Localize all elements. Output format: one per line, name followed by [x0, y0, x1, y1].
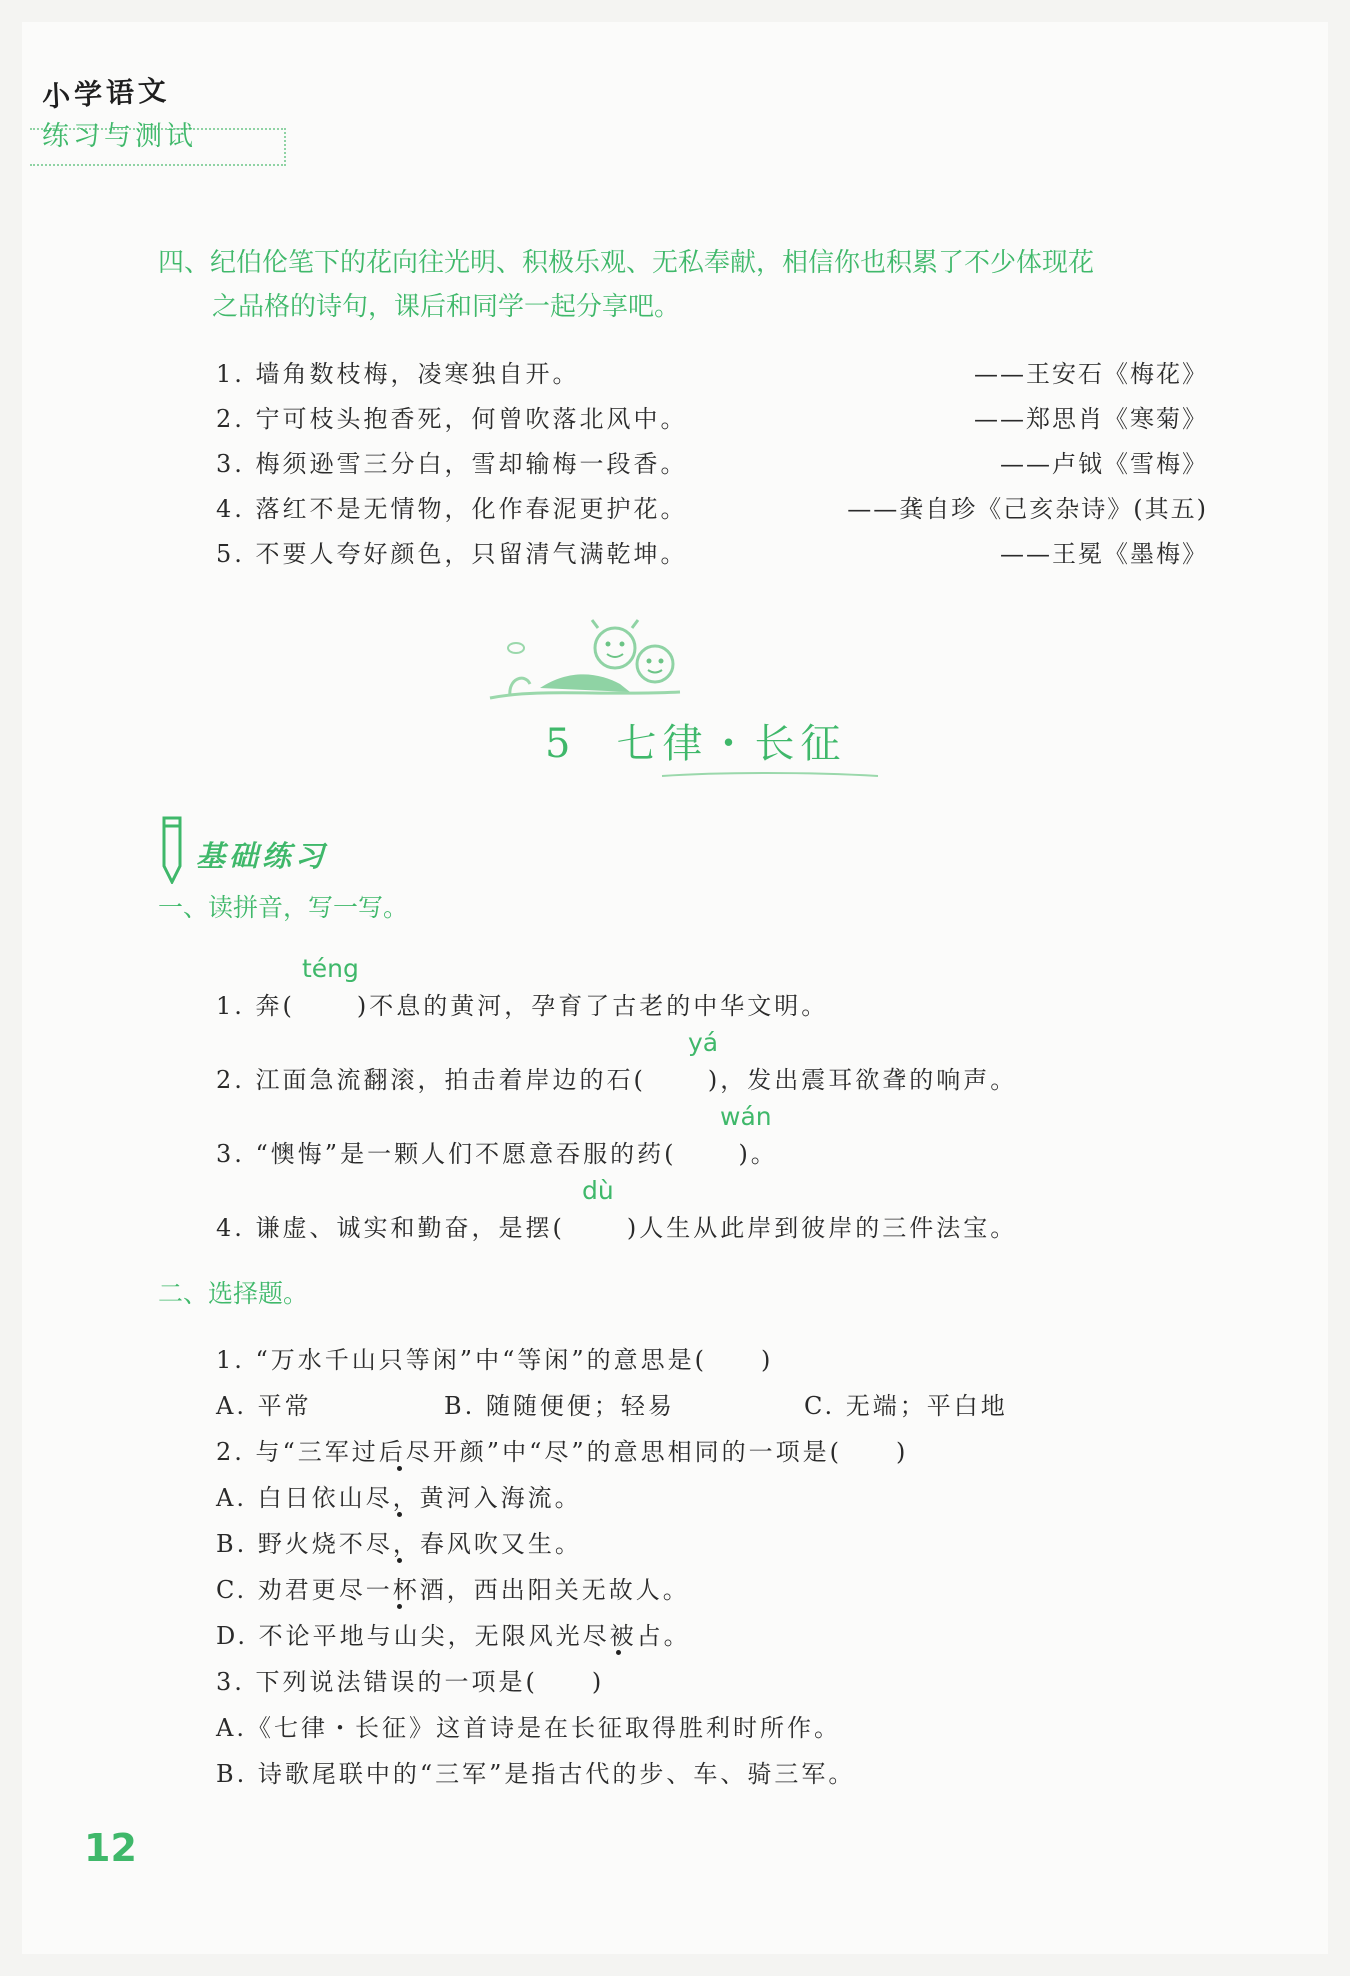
q1-stem: 1. “万水千山只等闲”中“等闲”的意思是( ): [216, 1346, 774, 1374]
emphasis-dot: [397, 1512, 402, 1517]
q2-option-c[interactable]: C. 劝君更尽一杯酒，西出阳关无故人。: [216, 1576, 690, 1604]
title-underline: [660, 770, 880, 782]
poem-attribution-4: ——龚自珍《己亥杂诗》(其五): [847, 495, 1208, 523]
brand-subtitle: 练习与测试: [42, 121, 197, 152]
q2-option-d[interactable]: D. 不论平地与山尖，无限风光尽被占。: [216, 1622, 691, 1650]
pencil-icon: [156, 812, 186, 884]
brand-title: 小学语文: [41, 73, 171, 114]
fill-item-4: [216, 1208, 1017, 1243]
emphasis-dot: [397, 1466, 402, 1471]
fill-item-3-before: 3. “懊悔”是一颗人们不愿意吞服的药(: [216, 1140, 677, 1168]
fill-item-2: [216, 1060, 1017, 1095]
q2-option-b[interactable]: B. 野火烧不尽，春风吹又生。: [216, 1530, 582, 1558]
poem-line-1: 1. 墙角数枝梅，凌寒独自开。: [216, 360, 580, 388]
lesson-name: 七律・长征: [616, 721, 847, 767]
q1-option-a[interactable]: A. 平常: [216, 1392, 312, 1420]
basic-practice-label: 基础练习: [196, 839, 329, 873]
fill-item-3: [216, 1134, 778, 1169]
poem-line-5: 5. 不要人夸好颜色，只留清气满乾坤。: [216, 540, 688, 568]
fill-item-4-after: )人生从此岸到彼岸的三件法宝。: [626, 1214, 1018, 1242]
lesson-number: 5: [545, 721, 577, 767]
part1-heading: 一、读拼音，写一写。: [158, 893, 409, 922]
poem-attribution-5: ——王冕《墨梅》: [1000, 540, 1208, 568]
lesson-title: [545, 712, 846, 769]
poem-line-4: 4. 落红不是无情物，化作春泥更护花。: [216, 495, 688, 523]
part2-heading: 二、选择题。: [158, 1279, 309, 1308]
q3-stem: 3. 下列说法错误的一项是( ): [216, 1668, 605, 1696]
kids-illustration-icon: [480, 618, 720, 718]
fill-item-1-after: )不息的黄河，孕育了古老的中华文明。: [356, 992, 829, 1020]
poem-line-3: 3. 梅须逊雪三分白，雪却输梅一段香。: [216, 450, 688, 478]
poem-attribution-1: ——王安石《梅花》: [974, 360, 1208, 388]
emphasis-dot: [616, 1650, 621, 1655]
q3-option-b[interactable]: B. 诗歌尾联中的“三军”是指古代的步、车、骑三军。: [216, 1760, 856, 1788]
fill-item-1: [216, 986, 828, 1021]
pinyin-3: wán: [720, 1102, 772, 1131]
pinyin-2: yá: [688, 1028, 719, 1057]
poem-attribution-3: ——卢钺《雪梅》: [1000, 450, 1208, 478]
q2-option-a[interactable]: A. 白日依山尽，黄河入海流。: [216, 1484, 582, 1512]
poem-line-2: 2. 宁可枝头抱香死，何曾吹落北风中。: [216, 405, 688, 433]
fill-item-1-before: 1. 奔(: [216, 992, 295, 1020]
section4-prompt-line1: 四、纪伯伦笔下的花向往光明、积极乐观、无私奉献，相信你也积累了不少体现花: [158, 248, 1095, 278]
page-number: 12: [84, 1826, 137, 1870]
q3-option-a[interactable]: A.《七律・长征》这首诗是在长征取得胜利时所作。: [216, 1714, 841, 1742]
emphasis-dot: [397, 1604, 402, 1609]
pinyin-4: dù: [582, 1176, 614, 1205]
pinyin-1: téng: [302, 954, 359, 983]
poem-attribution-2: ——郑思肖《寒菊》: [974, 405, 1208, 433]
fill-item-2-after: )，发出震耳欲聋的响声。: [707, 1066, 1018, 1094]
fill-item-3-after: )。: [738, 1140, 778, 1168]
q1-option-c[interactable]: C. 无端；平白地: [804, 1392, 1008, 1420]
fill-item-2-before: 2. 江面急流翻滚，拍击着岸边的石(: [216, 1066, 646, 1094]
fill-item-4-before: 4. 谦虚、诚实和勤奋，是摆(: [216, 1214, 565, 1242]
section4-prompt-line2: 之品格的诗句，课后和同学一起分享吧。: [212, 292, 681, 322]
q1-option-b[interactable]: B. 随随便便；轻易: [444, 1392, 675, 1420]
q2-stem: 2. 与“三军过后尽开颜”中“尽”的意思相同的一项是( ): [216, 1438, 909, 1466]
emphasis-dot: [397, 1558, 402, 1563]
